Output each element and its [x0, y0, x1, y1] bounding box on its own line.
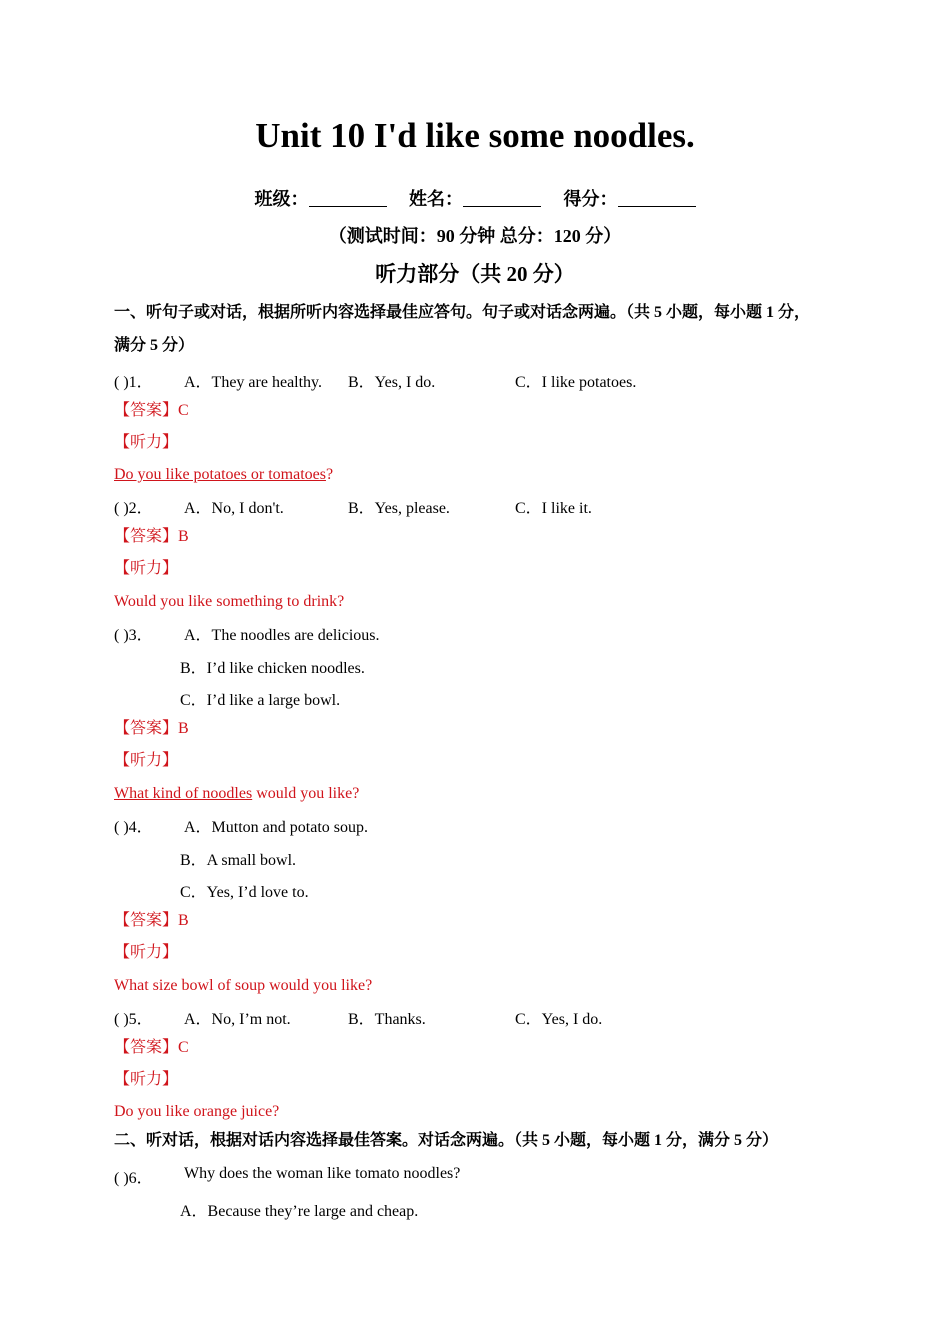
option-c: C．I like potatoes.: [515, 374, 637, 391]
transcript-rest: ?: [325, 466, 334, 483]
answer-label: 【答案】C: [114, 402, 189, 419]
listen-label: 【听力】: [114, 560, 179, 577]
option-a: A．Mutton and potato soup.: [184, 819, 368, 836]
option-a: A．No, I’m not.: [184, 1011, 291, 1028]
option-b: B．I’d like chicken noodles.: [180, 660, 365, 677]
option-a: A．They are healthy.: [184, 374, 323, 391]
listen-label: 【听力】: [114, 752, 179, 769]
answer-label: 【答案】B: [114, 528, 189, 545]
transcript-rest: would you like?: [252, 785, 360, 802]
answer-label: 【答案】B: [114, 912, 189, 929]
option-c: C．Yes, I do.: [515, 1011, 603, 1028]
option-b: B．Yes, please.: [348, 500, 450, 517]
transcript: [114, 592, 344, 612]
question-prefix: ( )6．: [114, 1170, 153, 1187]
option-c: C．Yes, I’d love to.: [180, 884, 309, 901]
transcript-underlined: What kind of noodles: [114, 785, 253, 802]
option-a: A．The noodles are delicious.: [184, 627, 380, 644]
class-label: 班级：: [254, 189, 309, 209]
transcript: [114, 976, 372, 996]
transcript: [114, 784, 359, 804]
question-prefix: ( )5．: [114, 1011, 153, 1028]
transcript-underlined: Do you like potatoes or tomatoes: [114, 466, 326, 483]
option-c: C．I’d like a large bowl.: [180, 692, 341, 709]
option-b: B．Thanks.: [348, 1011, 426, 1028]
transcript-rest: What size bowl of soup would you like?: [114, 977, 373, 994]
name-blank[interactable]: [463, 188, 541, 207]
part2-instructions: 二、听对话，根据对话内容选择最佳答案。对话念两遍。（共 5 小题，每小题 1 分，满分 5 分）: [114, 1132, 779, 1149]
answer-label: 【答案】B: [114, 720, 189, 737]
option-a: A．No, I don't.: [184, 500, 284, 517]
option-c: C．I like it.: [515, 500, 592, 517]
part1-instructions-line1: 一、听句子或对话，根据所听内容选择最佳应答句。句子或对话念两遍。（共 5 小题，每小题 1 分，: [114, 304, 811, 321]
document-title: Unit 10 I'd like some noodles.: [255, 116, 695, 155]
question-prefix: ( )2．: [114, 500, 153, 517]
option-a: A．Because they’re large and cheap.: [180, 1203, 419, 1220]
transcript: [114, 465, 333, 485]
question-prefix: ( )3．: [114, 627, 153, 644]
time-info: （测试时间：90 分钟 总分：120 分）: [328, 226, 622, 246]
listen-label: 【听力】: [114, 944, 179, 961]
question-prefix: ( )1．: [114, 374, 153, 391]
answer-label: 【答案】C: [114, 1039, 189, 1056]
listen-label: 【听力】: [114, 434, 179, 451]
question-text: Why does the woman like tomato noodles?: [184, 1165, 461, 1182]
name-label: 姓名：: [409, 189, 463, 209]
part1-instructions-line2: 满分 5 分）: [114, 337, 195, 354]
score-blank[interactable]: [618, 188, 696, 207]
listen-label: 【听力】: [114, 1071, 179, 1088]
option-b: B．Yes, I do.: [348, 374, 436, 391]
option-b: B．A small bowl.: [180, 852, 297, 869]
transcript-rest: Would you like something to drink?: [114, 593, 345, 610]
transcript: [114, 1102, 279, 1122]
student-info-row: [0, 185, 950, 211]
score-label: 得分：: [563, 189, 618, 209]
question-prefix: ( )4．: [114, 819, 153, 836]
section-title: 听力部分（共 20 分）: [375, 262, 575, 286]
transcript-rest: Do you like orange juice?: [114, 1103, 280, 1120]
class-blank[interactable]: [309, 188, 387, 207]
